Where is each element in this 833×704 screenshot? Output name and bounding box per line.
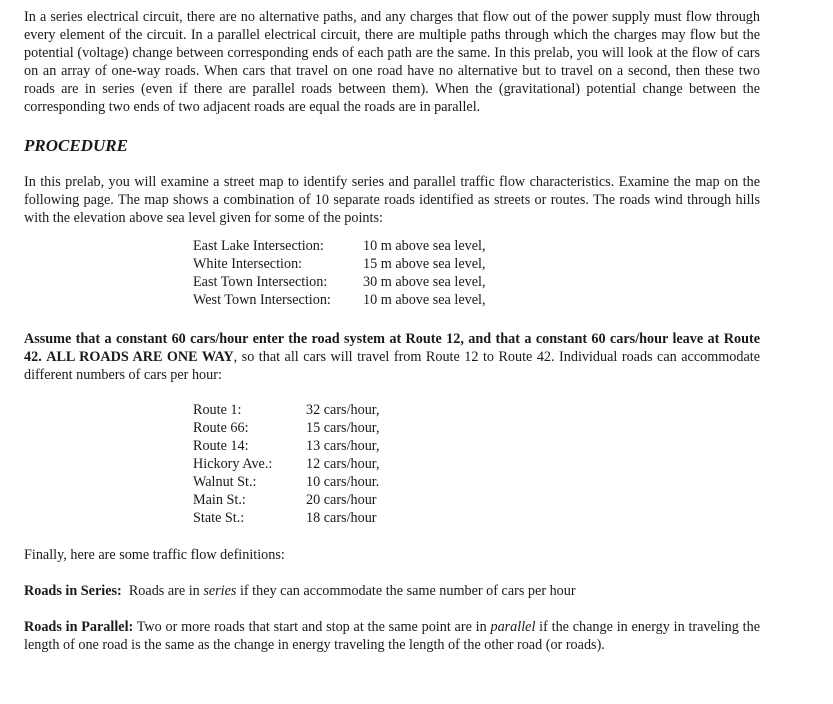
list-item bbox=[193, 401, 380, 419]
elevation-label: White Intersection: bbox=[193, 256, 303, 272]
road-capacity: 32 cars/hour, bbox=[306, 402, 380, 418]
road-capacity: 12 cars/hour, bbox=[306, 456, 380, 472]
road-capacity: 13 cars/hour, bbox=[306, 438, 380, 454]
definitions-intro: Finally, here are some traffic flow definitions: bbox=[24, 547, 285, 563]
elevation-label: East Lake Intersection: bbox=[193, 238, 324, 254]
road-label: Route 1: bbox=[193, 402, 242, 418]
road-label: Walnut St.: bbox=[193, 474, 257, 490]
list-item bbox=[193, 237, 486, 255]
list-item bbox=[193, 473, 380, 491]
assumption-paragraph bbox=[24, 330, 760, 384]
series-definition bbox=[24, 582, 760, 600]
elevation-list bbox=[193, 237, 486, 309]
road-capacity: 20 cars/hour bbox=[306, 492, 377, 508]
list-item bbox=[193, 273, 486, 291]
elevation-label: East Town Intersection: bbox=[193, 274, 328, 290]
road-capacity: 15 cars/hour, bbox=[306, 420, 380, 436]
elevation-value: 15 m above sea level, bbox=[363, 256, 486, 272]
road-label: State St.: bbox=[193, 510, 245, 526]
list-item bbox=[193, 437, 380, 455]
parallel-emphasis: parallel bbox=[490, 619, 536, 635]
road-label: Route 66: bbox=[193, 420, 249, 436]
list-item bbox=[193, 255, 486, 273]
elevation-value: 10 m above sea level, bbox=[363, 292, 486, 308]
road-capacity: 18 cars/hour bbox=[306, 510, 377, 526]
elevation-label: West Town Intersection: bbox=[193, 292, 331, 308]
list-item bbox=[193, 291, 486, 309]
elevation-value: 30 m above sea level, bbox=[363, 274, 486, 290]
series-term: Roads in Series: bbox=[24, 583, 122, 599]
assumption-text: , so that all cars will travel from Route 12 to Route 42. Individual roads can accommodate different numbers of cars per hour: bbox=[24, 349, 760, 383]
definition-text: Roads are in bbox=[121, 583, 204, 599]
definition-text: Two or more roads that start and stop at the same point are in bbox=[133, 619, 491, 635]
series-emphasis: series bbox=[203, 583, 237, 599]
parallel-term: Roads in Parallel: bbox=[24, 619, 134, 635]
list-item bbox=[193, 509, 380, 527]
road-label: Hickory Ave.: bbox=[193, 456, 273, 472]
list-item bbox=[193, 419, 380, 437]
road-label: Route 14: bbox=[193, 438, 249, 454]
procedure-paragraph: In this prelab, you will examine a street map to identify series and parallel traffic flow characteristics. Examine the map on the following page. The map shows a combination of 10 separate roads identified as streets or routes. The roads wind through hills with the elevation above sea level given for some of the points: bbox=[24, 174, 760, 226]
one-way-emphasis: ALL ROADS ARE ONE WAY bbox=[46, 349, 234, 365]
list-item bbox=[193, 491, 380, 509]
definition-text: if the change in energy in traveling the length of one road is the same as the change in energy traveling the length of the other road (or roads). bbox=[24, 619, 760, 653]
assumption-bold-text: Assume that a constant 60 cars/hour enter the road system at Route 12, and that a constant 60 cars/hour leave at Route 42. bbox=[24, 331, 760, 365]
elevation-value: 10 m above sea level, bbox=[363, 238, 486, 254]
road-label: Main St.: bbox=[193, 492, 246, 508]
document-page bbox=[24, 0, 760, 654]
parallel-definition bbox=[24, 618, 760, 654]
background-paragraph: In a series electrical circuit, there are no alternative paths, and any charges that flow out of the power supply must flow through every element of the circuit. In a parallel electrical circuit, there are multiple paths through which the charges may flow but the potential (voltage) change between corresponding ends of each path are the same. In this prelab, you will look at the flow of cars on an array of one-way roads. When cars that travel on one road have no alternative but to travel on a second, then these two roads are in series (even if there are parallel roads between them). When the (gravitational) potential change between the corresponding two ends of two adjacent roads are equal the roads are in parallel. bbox=[24, 9, 760, 115]
procedure-heading: PROCEDURE bbox=[24, 136, 128, 155]
list-item bbox=[193, 455, 380, 473]
road-capacity: 10 cars/hour. bbox=[306, 474, 380, 490]
definition-text: if they can accommodate the same number of cars per hour bbox=[236, 583, 576, 599]
road-capacity-list bbox=[193, 401, 380, 527]
